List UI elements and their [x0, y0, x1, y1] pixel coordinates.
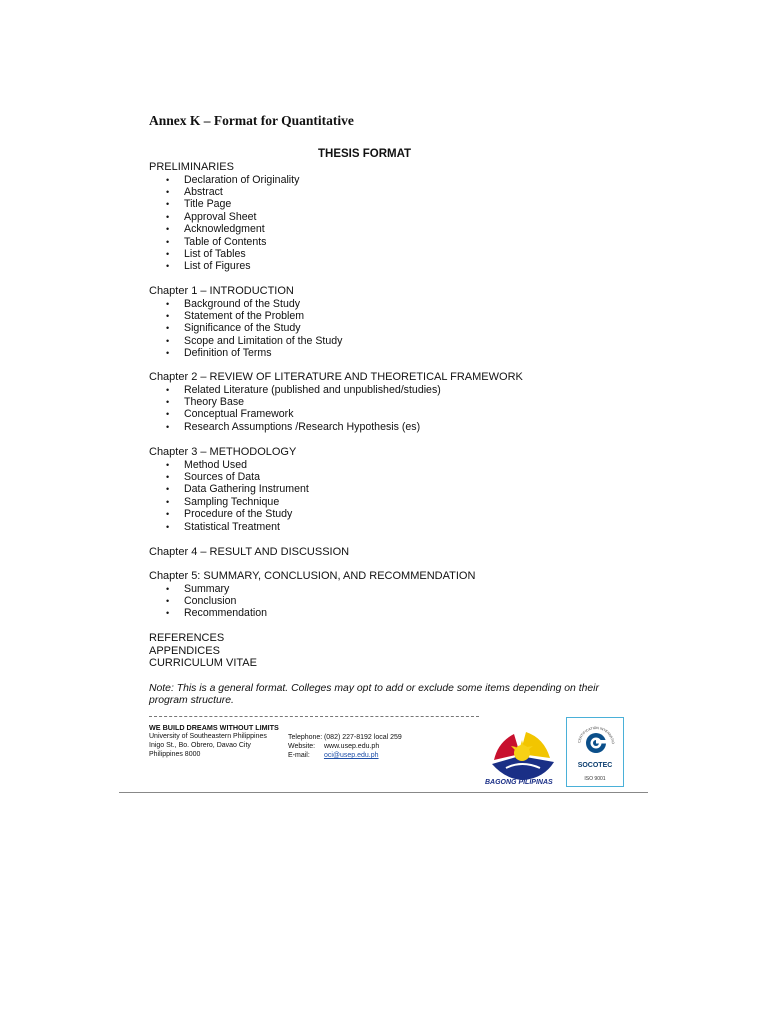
section-chapter-3: [149, 446, 309, 533]
email-link[interactable]: oci@usep.edu.ph: [323, 752, 379, 759]
address-line: University of Southeastern Philippines: [149, 733, 267, 740]
list-item: • Research Assumptions /Research Hypothesis (es): [149, 421, 523, 433]
list-item: • Definition of Terms: [149, 347, 342, 359]
section-heading: Chapter 3 – METHODOLOGY: [149, 446, 297, 458]
bagong-pilipinas-label: BAGONG PILIPINAS: [485, 779, 553, 786]
contact-website: [288, 742, 402, 751]
list-item: • Sources of Data: [149, 471, 309, 483]
address-line: Philippines 8000: [149, 751, 201, 758]
section-heading: Chapter 5: SUMMARY, CONCLUSION, AND RECOMMENDATION: [149, 570, 476, 582]
emblem-cut: [596, 740, 607, 744]
section-preliminaries: [149, 161, 299, 273]
socotec-certification-badge: [566, 717, 624, 787]
socotec-name: SOCOTEC: [577, 762, 613, 769]
list-item: • Approval Sheet: [149, 211, 299, 223]
list-item: • Conceptual Framework: [149, 408, 523, 420]
format-note: Note: This is a general format. Colleges may opt to add or exclude some items depending on their program structure.: [149, 683, 599, 706]
end-matter-references: REFERENCES: [149, 632, 225, 644]
bullet-list: [149, 583, 475, 620]
list-item: • List of Tables: [149, 248, 299, 260]
annex-title: Annex K – Format for Quantitative: [149, 113, 354, 128]
section-chapter-4: [149, 546, 349, 559]
contact-label: Telephone:: [288, 734, 323, 741]
contact-email: [288, 751, 402, 760]
list-item: • Method Used: [149, 459, 309, 471]
section-heading: Chapter 1 – INTRODUCTION: [149, 285, 294, 297]
section-heading: PRELIMINARIES: [149, 161, 234, 173]
list-item: • Statistical Treatment: [149, 521, 309, 533]
section-chapter-1: [149, 285, 342, 360]
list-item: • Acknowledgment: [149, 223, 299, 235]
end-matter: [149, 632, 257, 670]
list-item: • List of Figures: [149, 260, 299, 272]
contact-label: Website:: [288, 743, 316, 750]
contact-telephone: [288, 733, 402, 742]
list-item: • Title Page: [149, 198, 299, 210]
list-item: • Significance of the Study: [149, 322, 342, 334]
list-item: • Declaration of Originality: [149, 174, 299, 186]
list-item: • Conclusion: [149, 595, 475, 607]
thesis-format-title: THESIS FORMAT: [318, 148, 412, 160]
section-chapter-5: [149, 570, 475, 620]
list-item: • Theory Base: [149, 396, 523, 408]
section-heading: Chapter 4 – RESULT AND DISCUSSION: [149, 546, 350, 558]
footer-tagline: WE BUILD DREAMS WITHOUT LIMITS: [149, 723, 279, 732]
footer-divider: [149, 716, 479, 717]
footer-contacts: [288, 733, 402, 760]
list-item: • Procedure of the Study: [149, 508, 309, 520]
list-item: • Statement of the Problem: [149, 310, 342, 322]
end-matter-appendices: APPENDICES: [149, 644, 220, 657]
website-link[interactable]: www.usep.edu.ph: [323, 743, 380, 750]
bullet-list: [149, 174, 299, 273]
list-item: • Related Literature (published and unpublished/studies): [149, 384, 523, 396]
section-heading: Chapter 2 – REVIEW OF LITERATURE AND THEORETICAL FRAMEWORK: [149, 371, 523, 383]
list-item: • Sampling Technique: [149, 496, 309, 508]
ring-text-path: CERTIFICATION INTERNATIO: [577, 725, 616, 745]
section-chapter-2: [149, 371, 523, 433]
list-item: • Recommendation: [149, 607, 475, 619]
list-item: • Scope and Limitation of the Study: [149, 335, 342, 347]
socotec-emblem-icon: [567, 718, 625, 762]
list-item: • Summary: [149, 583, 475, 595]
list-item: • Data Gathering Instrument: [149, 483, 309, 495]
contact-value: (082) 227-8192 local 259: [323, 734, 402, 741]
bullet-list: [149, 384, 523, 434]
bullet-list: [149, 298, 342, 360]
end-matter-curriculum-vitae: CURRICULUM VITAE: [149, 657, 257, 669]
list-item: • Abstract: [149, 186, 299, 198]
list-item: • Background of the Study: [149, 298, 342, 310]
bottom-rule: [119, 792, 648, 793]
footer-address-block: [149, 723, 279, 759]
iso-label: ISO 9001: [584, 776, 606, 782]
list-item: • Table of Contents: [149, 236, 299, 248]
bullet-list: [149, 459, 309, 533]
address-line: Inigo St., Bo. Obrero, Davao City: [149, 742, 251, 749]
contact-label: E-mail:: [288, 752, 310, 759]
